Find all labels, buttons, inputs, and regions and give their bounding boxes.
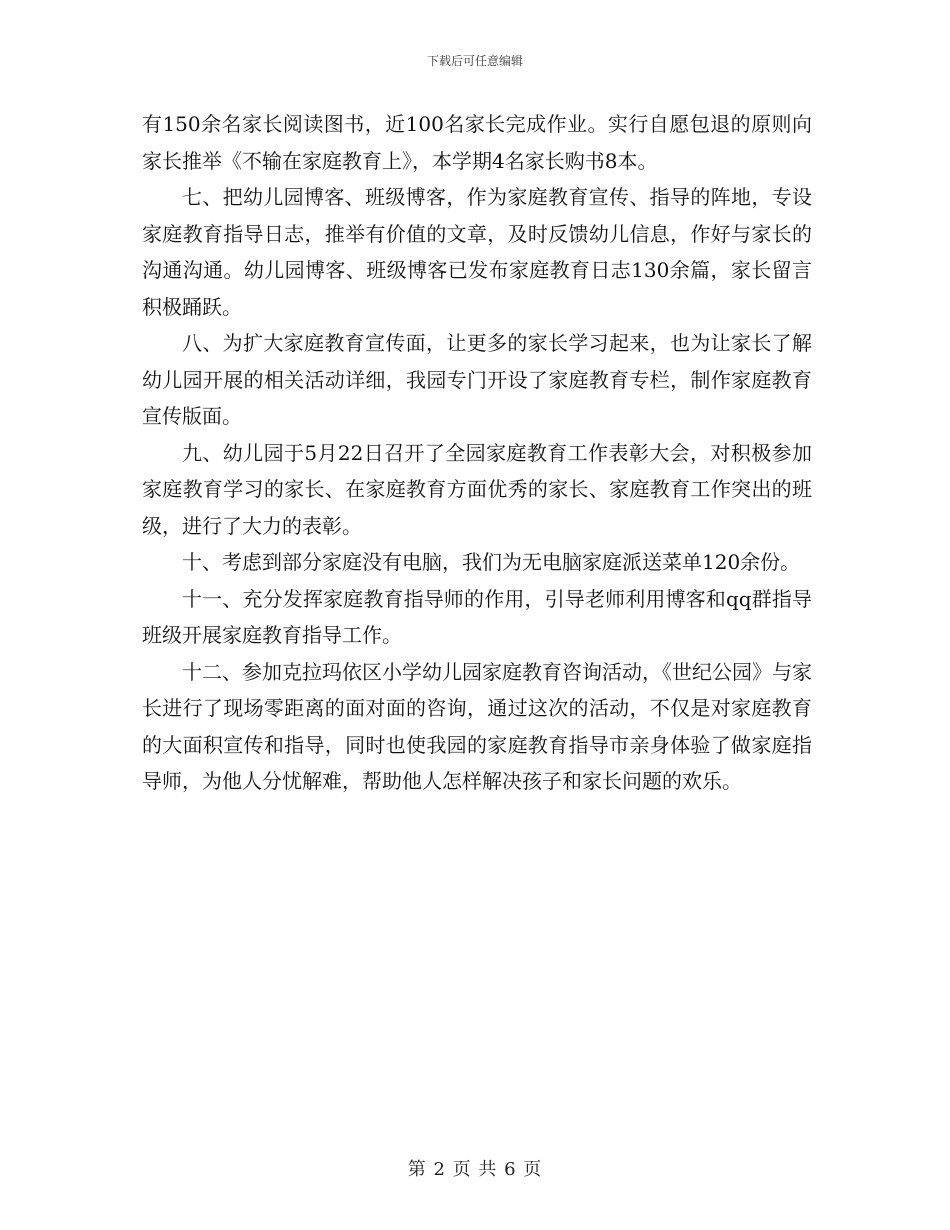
- paragraph-item-12: 十二、参加克拉玛依区小学幼儿园家庭教育咨询活动，《世纪公园》与家长进行了现场零距离的面对面的咨询，通过这次的活动，不仅是对家庭教育的大面积宣传和指导，同时也使我园的家庭教育指导市亲身体验了做家庭指导师，为他人分忧解难，帮助他人怎样解决孩子和家长问题的欢乐。: [142, 659, 812, 793]
- paragraph-item-9: 九、幼儿园于5月22日召开了全园家庭教育工作表彰大会，对积极参加家庭教育学习的家长、在家庭教育方面优秀的家长、家庭教育工作突出的班级，进行了大力的表彰。: [142, 440, 812, 538]
- paragraph-continuation: 有150余名家长阅读图书，近100名家长完成作业。实行自愿包退的原则向家长推举《不输在家庭教育上》，本学期4名家长购书8本。: [142, 112, 812, 173]
- paragraph-item-7: 七、把幼儿园博客、班级博客，作为家庭教育宣传、指导的阵地，专设家庭教育指导日志，推举有价值的文章，及时反馈幼儿信息，作好与家长的沟通沟通。幼儿园博客、班级博客已发布家庭教育日志130余篇，家长留言积极踊跃。: [142, 185, 812, 319]
- page-header-note: 下载后可任意编辑: [426, 54, 523, 68]
- paragraph-item-11: 十一、充分发挥家庭教育指导师的作用，引导老师利用博客和qq群指导班级开展家庭教育指导工作。: [142, 586, 812, 647]
- page-number-footer: 第 2 页 共 6 页: [407, 1159, 543, 1180]
- paragraph-item-10: 十、考虑到部分家庭没有电脑，我们为无电脑家庭派送菜单120余份。: [182, 550, 801, 574]
- paragraph-item-8: 八、为扩大家庭教育宣传面，让更多的家长学习起来，也为让家长了解幼儿园开展的相关活动详细，我园专门开设了家庭教育专栏，制作家庭教育宣传版面。: [142, 331, 812, 428]
- document-body: [142, 106, 812, 800]
